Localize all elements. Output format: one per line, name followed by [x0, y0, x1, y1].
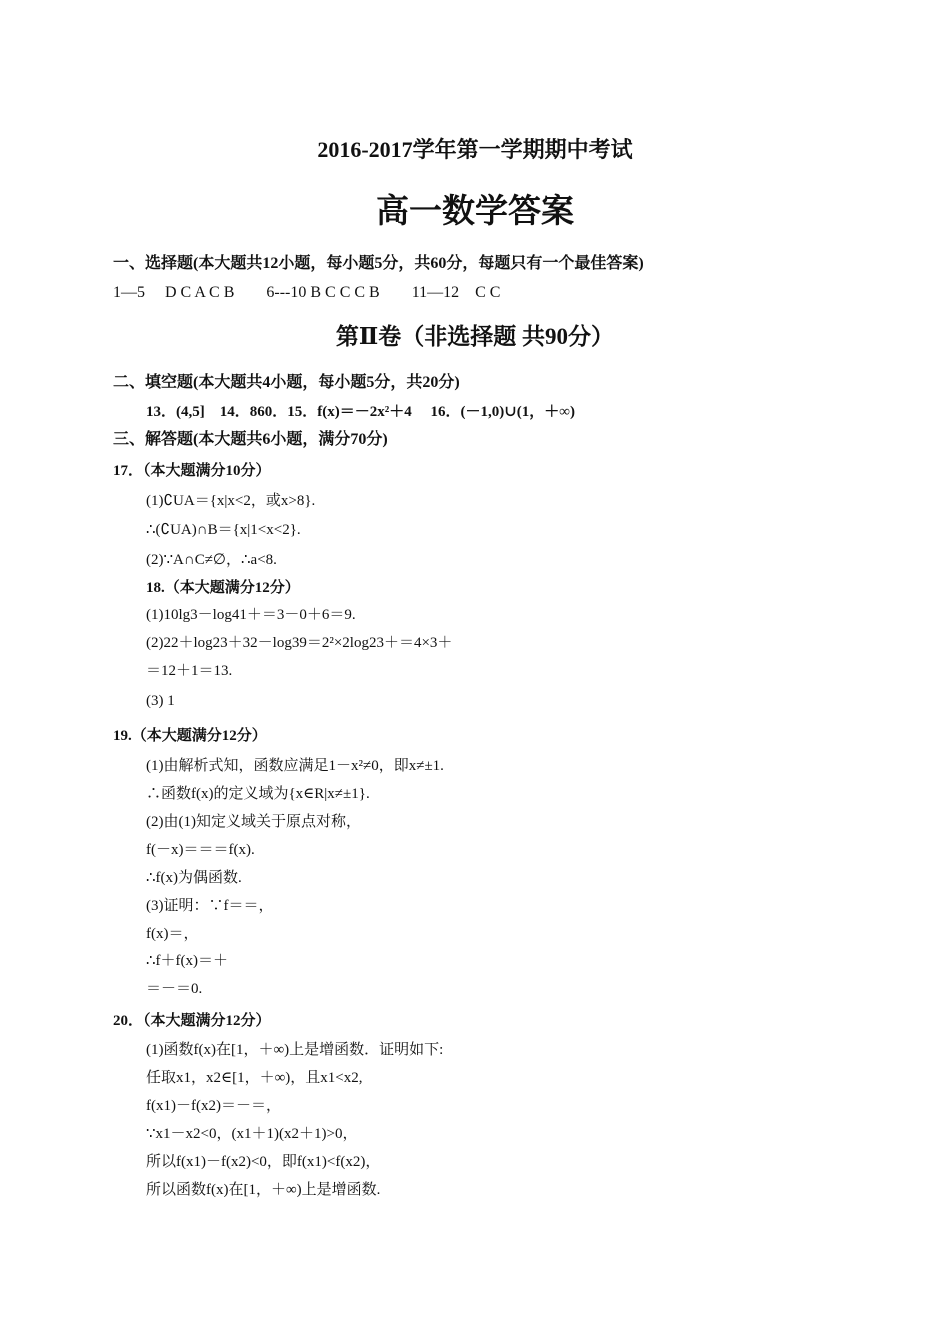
- q18-line: (2)22＋log23＋32－log39＝2²×2log23＋＝4×3＋: [146, 635, 453, 651]
- q18-title: 18.（本大题满分12分）: [146, 580, 300, 596]
- q19-line: (3)证明：∵f＝＝，: [146, 898, 274, 914]
- q17-line: (1)∁UA＝{x|x<2，或x>8}.: [146, 493, 316, 509]
- q19-line: (2)由(1)知定义域关于原点对称，: [146, 814, 361, 830]
- subject-title: 高一数学答案: [376, 194, 574, 230]
- q20-line: (1)函数f(x)在[1，＋∞)上是增函数．证明如下:: [146, 1042, 444, 1058]
- fill-answers: 13．(4,5] 14．860．15．f(x)＝－2x²＋4 16．(－1,0)∪(1，＋∞): [146, 404, 575, 420]
- q17-line: (2)∵A∩C≠∅，∴a<8.: [146, 552, 277, 568]
- choice-heading: 一、选择题(本大题共12小题，每小题5分，共60分，每题只有一个最佳答案): [113, 255, 644, 272]
- q20-line: 任取x1，x2∈[1，＋∞)，且x1<x2,: [146, 1070, 363, 1086]
- q20-line: 所以函数f(x)在[1，＋∞)上是增函数.: [146, 1182, 381, 1198]
- fill-heading: 二、填空题(本大题共4小题，每小题5分，共20分): [113, 374, 460, 391]
- q19-line: ∴f＋f(x)＝＋: [146, 953, 229, 969]
- q17-title: 17．（本大题满分10分）: [113, 463, 271, 479]
- q18-line: (1)10lg3－log41＋＝3－0＋6＝9.: [146, 607, 356, 623]
- q18-line: (3) 1: [146, 693, 175, 709]
- q20-line: f(x1)－f(x2)＝－＝，: [146, 1098, 281, 1114]
- q20-line: 所以f(x1)－f(x2)<0，即f(x1)<f(x2)，: [146, 1154, 381, 1170]
- exam-title: 2016-2017学年第一学期期中考试: [317, 137, 633, 162]
- q19-line: f(x)＝，: [146, 926, 199, 942]
- q18-line: ＝12＋1＝13.: [146, 663, 233, 679]
- q19-line: f(－x)＝＝＝f(x).: [146, 842, 255, 858]
- q20-line: ∵x1－x2<0，(x1＋1)(x2＋1)>0，: [146, 1126, 358, 1142]
- q19-line: (1)由解析式知，函数应满足1－x²≠0，即x≠±1.: [146, 758, 444, 774]
- solutions-heading: 三、解答题(本大题共6小题，满分70分): [113, 431, 388, 448]
- q19-line: ＝－＝0.: [146, 981, 203, 997]
- q19-title: 19.（本大题满分12分）: [113, 728, 267, 744]
- q19-line: ∴函数f(x)的定义域为{x∈R|x≠±1}.: [146, 786, 370, 802]
- q20-title: 20．（本大题满分12分）: [113, 1013, 271, 1029]
- q17-line: ∴(∁UA)∩B＝{x|1<x<2}.: [146, 522, 301, 538]
- part2-title: 第Ⅱ卷（非选择题 共90分）: [335, 324, 615, 349]
- q19-line: ∴f(x)为偶函数.: [146, 870, 242, 886]
- choice-answers: 1—5 D C A C B 6---10 B C C C B 11—12 C C: [113, 284, 501, 301]
